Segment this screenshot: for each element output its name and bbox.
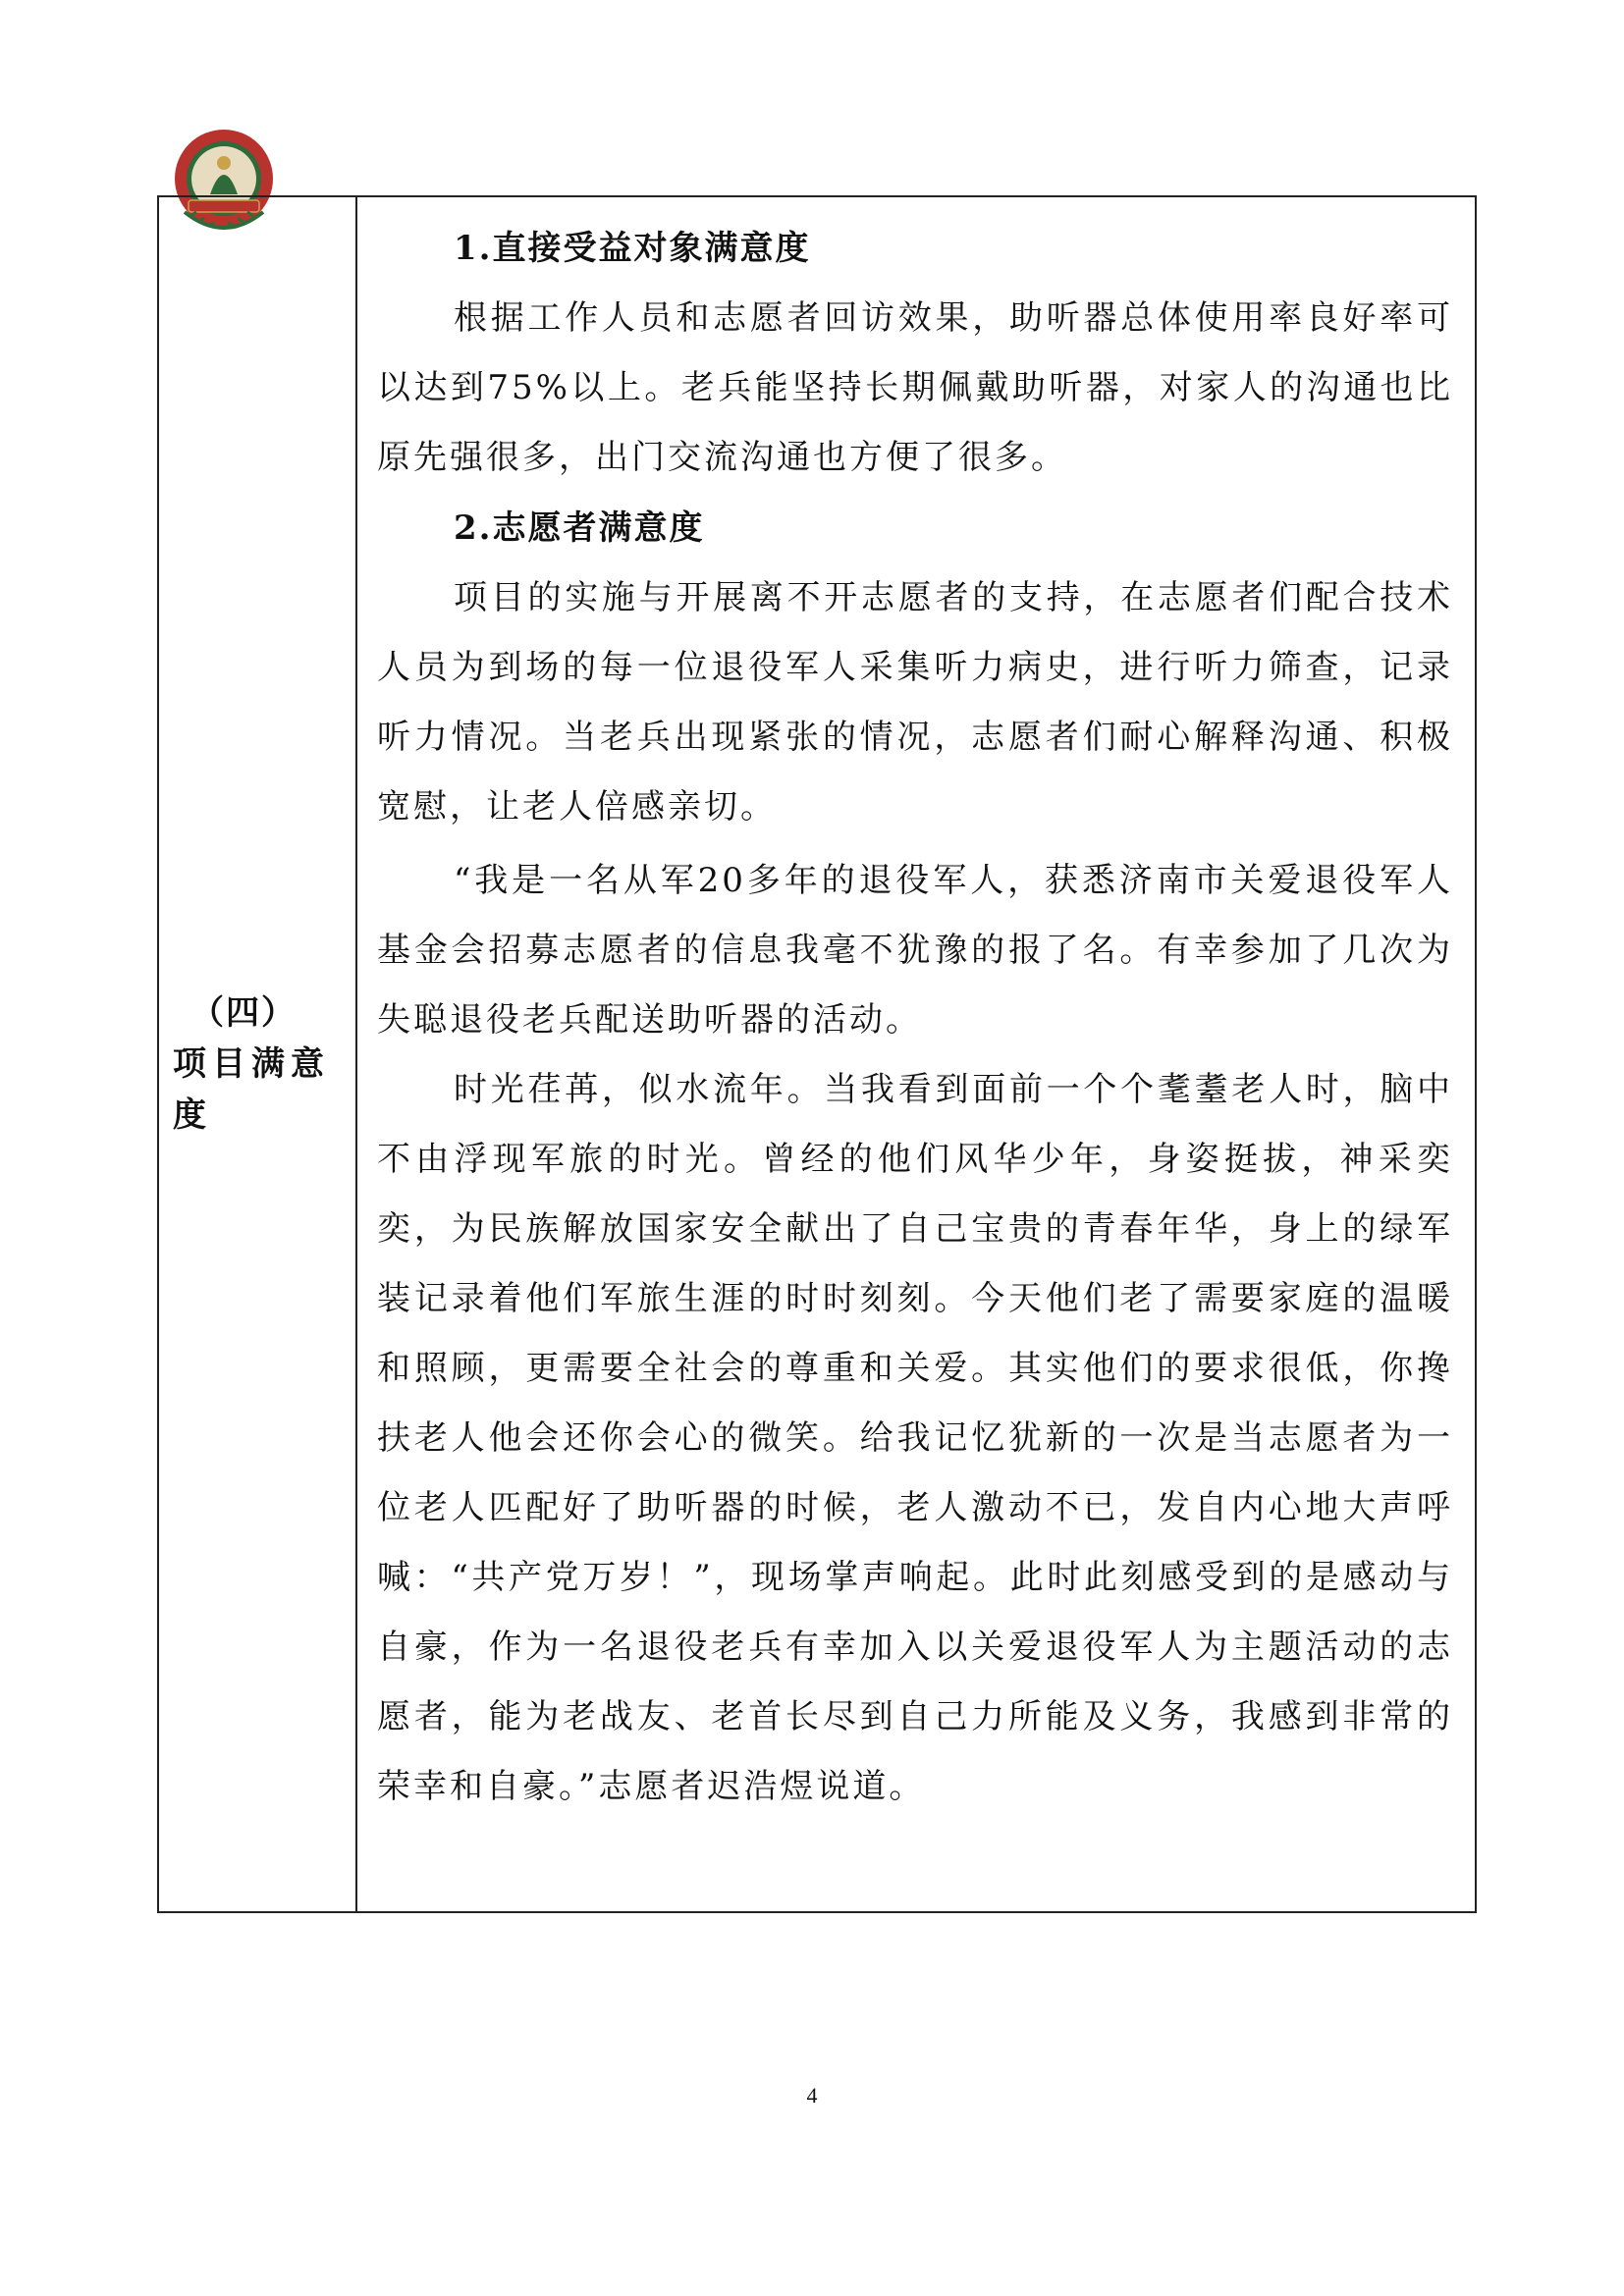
page-number: 4 <box>806 2083 818 2108</box>
section-label-title: 项目满意度 <box>173 1044 330 1135</box>
heading-volunteer-satisfaction: 2.志愿者满意度 <box>454 508 705 548</box>
section-label <box>173 988 350 1141</box>
paragraph-usage-rate: 根据工作人员和志愿者回访效果，助听器总体使用率良好率可以达到75%以上。老兵能坚持长期佩戴助听器，对家人的沟通也比原先强很多，出门交流沟通也方便了很多。 <box>377 298 1453 477</box>
section-label-cell <box>159 197 357 1911</box>
heading-direct-beneficiary-satisfaction: 1.直接受益对象满意度 <box>454 229 811 268</box>
section-content-cell <box>357 197 1475 1911</box>
section-label-number: （四） <box>190 993 297 1033</box>
paragraph-volunteer-quote-body: 时光荏苒，似水流年。当我看到面前一个个耄耋老人时，脑中不由浮现军旅的时光。曾经的他们风华少年，身姿挺拔，神采奕奕，为民族解放国家安全献出了自己宝贵的青春年华，身上的绿军装记录着他们军旅生涯的时时刻刻。今天他们老了需要家庭的温暖和照顾，更需要全社会的尊重和关爱。其实他们的要求很低，你搀扶老人他会还你会心的微笑。给我记忆犹新的一次是当志愿者为一位老人匹配好了助听器的时候，老人激动不已，发自内心地大声呼喊：“共产党万岁！”，现场掌声响起。此时此刻感受到的是感动与自豪，作为一名退役老兵有幸加入以关爱退役军人为主题活动的志愿者，能为老战友、老首长尽到自己力所能及义务，我感到非常的荣幸和自豪。”志愿者迟浩煜说道。 <box>377 1070 1453 1806</box>
project-satisfaction-table <box>157 195 1477 1913</box>
paragraph-volunteer-support: 项目的实施与开展离不开志愿者的支持，在志愿者们配合技术人员为到场的每一位退役军人采集听力病史，进行听力筛查，记录听力情况。当老兵出现紧张的情况，志愿者们耐心解释沟通、积极宽慰，让老人倍感亲切。 <box>377 578 1453 827</box>
paragraph-volunteer-quote-intro: “我是一名从军20多年的退役军人，获悉济南市关爱退役军人基金会招募志愿者的信息我毫不犹豫的报了名。有幸参加了几次为失聪退役老兵配送助听器的活动。 <box>377 861 1453 1040</box>
